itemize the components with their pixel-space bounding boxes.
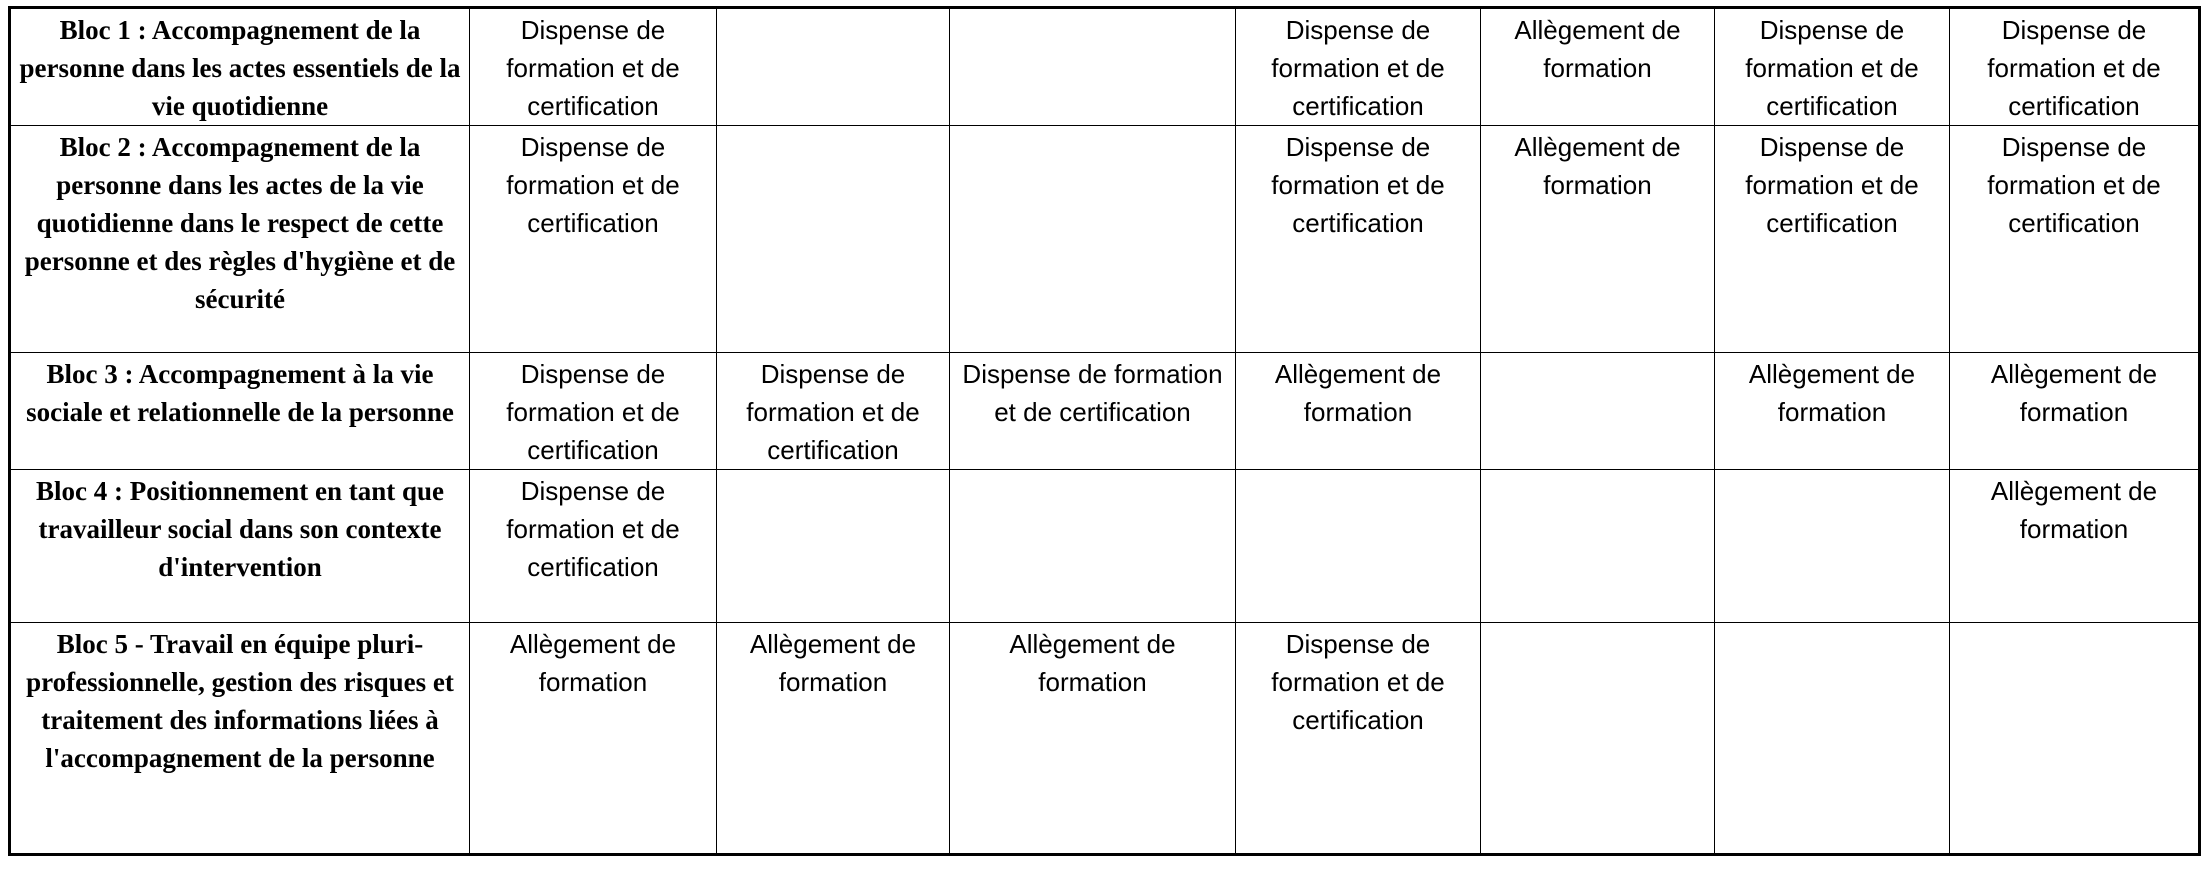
table-cell: Dispense de formation et de certification	[1715, 126, 1950, 353]
table-row	[10, 126, 2200, 353]
table-cell: Allègement de formation	[1950, 470, 2200, 623]
table-cell: Dispense de formation et de certification	[1950, 126, 2200, 353]
table-cell: Allègement de formation	[1481, 126, 1715, 353]
table-cell: Allègement de formation	[950, 623, 1236, 855]
table-row	[10, 470, 2200, 623]
table-cell	[1715, 470, 1950, 623]
table-cell: Allègement de formation	[470, 623, 717, 855]
table-cell	[717, 470, 950, 623]
row-header-cell: Bloc 3 : Accompagnement à la vie sociale et relationnelle de la personne	[10, 353, 470, 470]
table-cell	[1481, 470, 1715, 623]
table-cell: Dispense de formation et de certification	[1950, 8, 2200, 126]
table-cell	[950, 8, 1236, 126]
table-cell: Dispense de formation et de certification	[717, 353, 950, 470]
table-cell	[717, 126, 950, 353]
row-header-cell: Bloc 5 - Travail en équipe pluri-professionnelle, gestion des risques et traitement des informations liées à l'accompagnement de la personne	[10, 623, 470, 855]
table-cell: Dispense de formation et de certification	[470, 470, 717, 623]
table-cell: Allègement de formation	[1481, 8, 1715, 126]
table-cell	[1950, 623, 2200, 855]
table-cell	[1236, 470, 1481, 623]
table-cell	[950, 470, 1236, 623]
table-row	[10, 8, 2200, 126]
table-cell: Allègement de formation	[1236, 353, 1481, 470]
table-row	[10, 623, 2200, 855]
table-cell: Allègement de formation	[1715, 353, 1950, 470]
table-cell: Dispense de formation et de certification	[1236, 623, 1481, 855]
table-cell: Dispense de formation et de certification	[1236, 126, 1481, 353]
table-cell	[1715, 623, 1950, 855]
table-cell	[950, 126, 1236, 353]
table-cell: Dispense de formation et de certification	[1715, 8, 1950, 126]
table-cell: Dispense de formation et de certification	[950, 353, 1236, 470]
row-header-cell: Bloc 4 : Positionnement en tant que travailleur social dans son contexte d'intervention	[10, 470, 470, 623]
row-header-cell: Bloc 1 : Accompagnement de la personne dans les actes essentiels de la vie quotidienne	[10, 8, 470, 126]
row-header-cell: Bloc 2 : Accompagnement de la personne dans les actes de la vie quotidienne dans le respect de cette personne et des règles d'hygiène et de sécurité	[10, 126, 470, 353]
equivalence-table	[8, 6, 2201, 856]
table-row	[10, 353, 2200, 470]
table-cell: Dispense de formation et de certification	[470, 126, 717, 353]
table-cell: Dispense de formation et de certification	[470, 8, 717, 126]
table-cell	[1481, 353, 1715, 470]
table-cell: Allègement de formation	[717, 623, 950, 855]
table-cell: Dispense de formation et de certification	[1236, 8, 1481, 126]
equivalence-table-wrapper	[8, 6, 2201, 856]
table-cell	[717, 8, 950, 126]
table-cell	[1481, 623, 1715, 855]
table-cell: Allègement de formation	[1950, 353, 2200, 470]
table-cell: Dispense de formation et de certification	[470, 353, 717, 470]
